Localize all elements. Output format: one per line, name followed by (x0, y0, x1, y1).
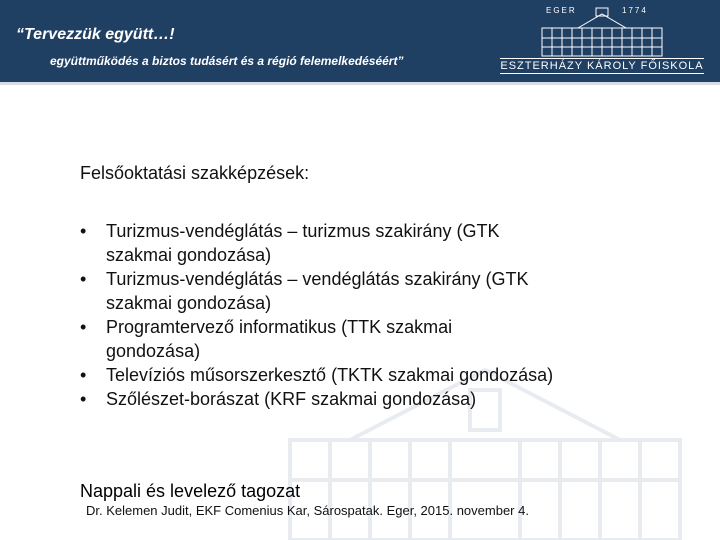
program-text-line: Turizmus-vendéglátás – vendéglátás szakirány (GTK (106, 269, 529, 289)
slide-content (80, 163, 700, 411)
program-list-item (80, 387, 700, 411)
header-banner (0, 0, 720, 82)
program-text-line: Televíziós műsorszerkesztő (TKTK szakmai gondozása) (106, 365, 554, 385)
logo-year: 1774 (622, 6, 648, 15)
bullet-icon: • (80, 317, 87, 337)
college-building-icon (500, 4, 704, 58)
banner-divider (0, 82, 720, 85)
program-text-line: Programtervező informatikus (TTK szakmai (106, 317, 453, 337)
program-text-line: szakmai gondozása) (106, 293, 272, 313)
program-list (80, 219, 700, 411)
header-tagline: együttműködés a biztos tudásért és a régió felemelkedéséért” (50, 54, 404, 68)
college-logo (500, 4, 704, 78)
slide-heading: Felsőoktatási szakképzések: (80, 163, 310, 183)
program-text-line: gondozása) (106, 341, 201, 361)
program-list-item (80, 363, 700, 387)
program-text-line: Szőlészet-borászat (KRF szakmai gondozása) (106, 389, 477, 409)
bullet-icon: • (80, 389, 87, 409)
bullet-icon: • (80, 221, 87, 241)
program-list-item (80, 267, 700, 315)
bullet-icon: • (80, 365, 87, 385)
logo-college-name: ESZTERHÁZY KÁROLY FŐISKOLA (500, 60, 704, 72)
program-text-line: szakmai gondozása) (106, 245, 272, 265)
header-motto: “Tervezzük együtt…! (16, 26, 175, 43)
program-list-item (80, 315, 700, 363)
program-list-item (80, 219, 700, 267)
study-mode: Nappali és levelező tagozat (80, 481, 301, 501)
logo-city: EGER (546, 6, 577, 15)
author-footer: Dr. Kelemen Judit, EKF Comenius Kar, Sárospatak. Eger, 2015. november 4. (86, 503, 529, 518)
bullet-icon: • (80, 269, 87, 289)
program-text-line: Turizmus-vendéglátás – turizmus szakirány (GTK (106, 221, 500, 241)
